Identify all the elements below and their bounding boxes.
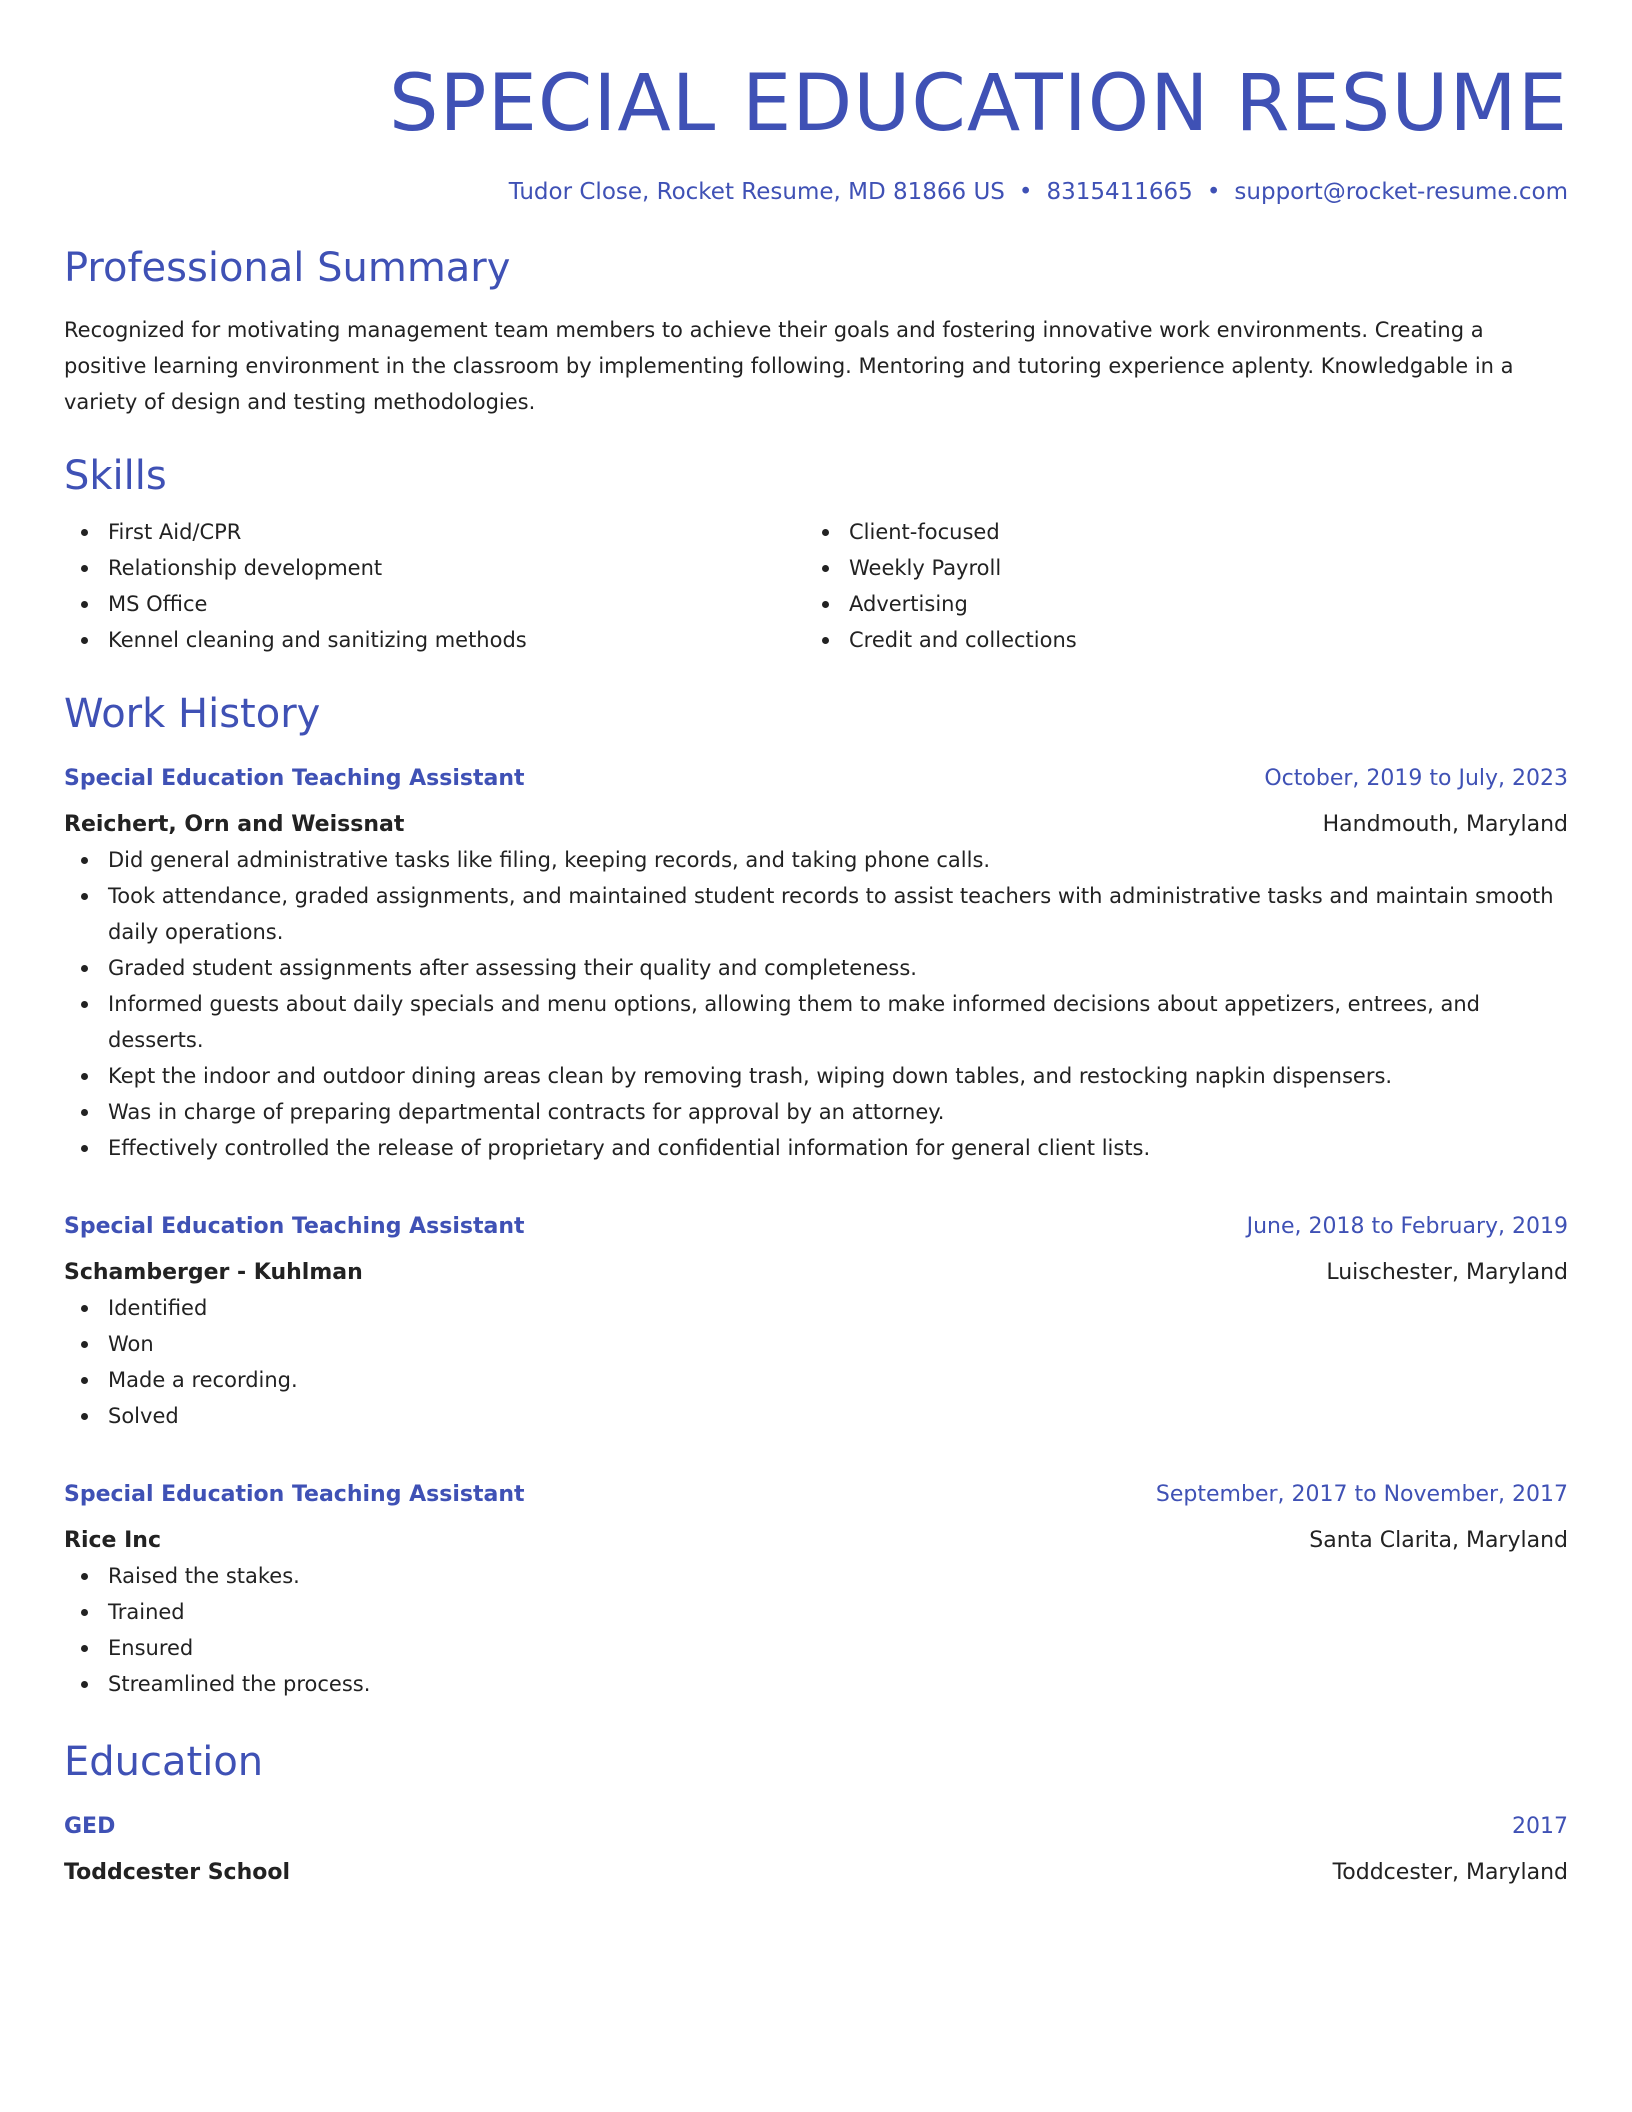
education-year: 2017 [1512, 1814, 1568, 1839]
summary-section [64, 242, 1568, 420]
skills-list-left [64, 514, 805, 658]
education-degree: GED [64, 1814, 116, 1839]
job-entry [64, 1478, 1568, 1702]
skill-item: Client-focused [805, 514, 1546, 550]
job-dates: June, 2018 to February, 2019 [1246, 1214, 1568, 1239]
summary-text: Recognized for motivating management team members to achieve their goals and fostering innovative work environments. Creating a positive learning environment in the classroom by implementing following. Mentoring and tutoring experience aplenty. Knowledgable in a variety of design and testing methodologies. [64, 318, 1514, 414]
skill-item: Credit and collections [805, 622, 1546, 658]
job-company-row [64, 1250, 1568, 1290]
skills-grid [64, 514, 1568, 658]
job-bullets [64, 1558, 1568, 1702]
skill-item: Relationship development [64, 550, 805, 586]
job-bullet: Trained [64, 1594, 1568, 1630]
skill-item: MS Office [64, 586, 805, 622]
job-company-row [64, 802, 1568, 842]
contact-email: support@rocket-resume.com [1234, 179, 1568, 205]
job-bullet: Streamlined the process. [64, 1666, 1568, 1702]
job-title: Special Education Teaching Assistant [64, 1482, 525, 1507]
skills-column-right [805, 514, 1546, 658]
job-bullet: Graded student assignments after assessing their quality and completeness. [64, 950, 1568, 986]
job-company: Rice Inc [64, 1528, 161, 1553]
work-history-section [64, 688, 1568, 1702]
education-location: Toddcester, Maryland [1332, 1860, 1568, 1885]
skill-item: Advertising [805, 586, 1546, 622]
resume-page [64, 0, 1568, 1890]
job-bullet: Ensured [64, 1630, 1568, 1666]
contact-separator: • [1018, 179, 1033, 205]
education-school: Toddcester School [64, 1860, 291, 1885]
job-bullet: Made a recording. [64, 1362, 1568, 1398]
section-heading-education: Education [64, 1739, 264, 1785]
contact-address: Tudor Close, Rocket Resume, MD 81866 US [508, 179, 1005, 205]
education-header-row [64, 1810, 1568, 1844]
job-bullet: Did general administrative tasks like filing, keeping records, and taking phone calls. [64, 842, 1568, 878]
job-title: Special Education Teaching Assistant [64, 1214, 525, 1239]
contact-phone: 8315411665 [1046, 179, 1193, 205]
job-company: Reichert, Orn and Weissnat [64, 812, 405, 837]
job-entry [64, 1210, 1568, 1434]
job-bullet: Informed guests about daily specials and menu options, allowing them to make informed decisions about appetizers, entrees, and desserts. [64, 986, 1568, 1058]
job-header-row [64, 762, 1568, 796]
job-bullet: Identified [64, 1290, 1568, 1326]
job-bullets [64, 842, 1568, 1166]
job-bullet: Kept the indoor and outdoor dining areas clean by removing trash, wiping down tables, and restocking napkin dispensers. [64, 1058, 1568, 1094]
skill-item: Kennel cleaning and sanitizing methods [64, 622, 805, 658]
job-title: Special Education Teaching Assistant [64, 766, 525, 791]
job-company-row [64, 1518, 1568, 1558]
job-bullet: Took attendance, graded assignments, and maintained student records to assist teachers with administrative tasks and maintain smooth daily operations. [64, 878, 1568, 950]
job-bullet: Won [64, 1326, 1568, 1362]
education-school-row [64, 1850, 1568, 1890]
job-location: Santa Clarita, Maryland [1309, 1528, 1568, 1553]
job-dates: October, 2019 to July, 2023 [1264, 766, 1568, 791]
skill-item: First Aid/CPR [64, 514, 805, 550]
skill-item: Weekly Payroll [805, 550, 1546, 586]
education-entry [64, 1810, 1568, 1890]
section-heading-summary: Professional Summary [64, 245, 511, 291]
job-header-row [64, 1210, 1568, 1244]
contact-line [64, 176, 1568, 208]
job-bullet: Effectively controlled the release of proprietary and confidential information for general client lists. [64, 1130, 1568, 1166]
job-bullets [64, 1290, 1568, 1434]
contact-separator: • [1206, 179, 1221, 205]
skills-list-right [805, 514, 1546, 658]
job-bullet: Was in charge of preparing departmental contracts for approval by an attorney. [64, 1094, 1568, 1130]
skills-column-left [64, 514, 805, 658]
job-location: Luischester, Maryland [1326, 1260, 1568, 1285]
section-heading-skills: Skills [64, 453, 167, 499]
job-header-row [64, 1478, 1568, 1512]
job-entry [64, 762, 1568, 1166]
job-bullet: Raised the stakes. [64, 1558, 1568, 1594]
job-location: Handmouth, Maryland [1322, 812, 1568, 837]
job-company: Schamberger - Kuhlman [64, 1260, 363, 1285]
skills-section [64, 450, 1568, 658]
resume-title: SPECIAL EDUCATION RESUME [389, 59, 1568, 149]
job-dates: September, 2017 to November, 2017 [1155, 1482, 1568, 1507]
section-heading-work-history: Work History [64, 691, 321, 737]
job-bullet: Solved [64, 1398, 1568, 1434]
education-section [64, 1736, 1568, 1890]
